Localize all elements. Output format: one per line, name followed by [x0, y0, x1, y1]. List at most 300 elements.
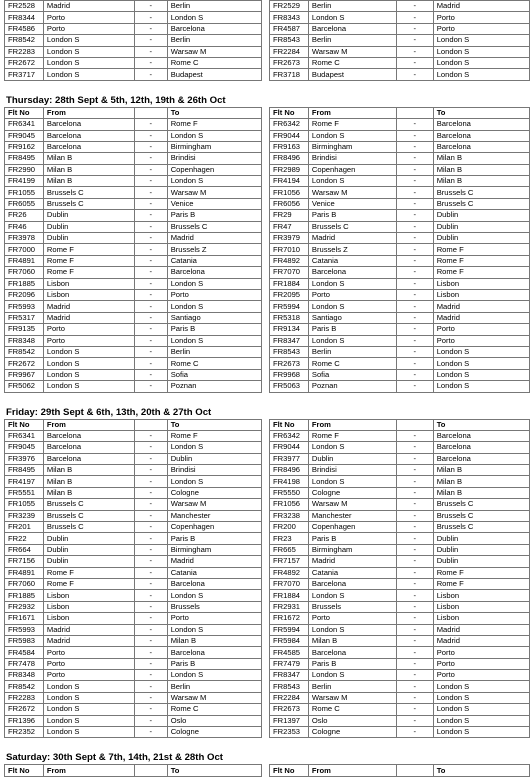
table-row	[5, 601, 530, 612]
route-separator: -	[396, 267, 433, 278]
flight-number: FR2931	[270, 601, 309, 612]
origin: Porto	[43, 335, 134, 346]
flight-number: FR7478	[5, 658, 44, 669]
table-row	[5, 465, 530, 476]
flight-number: FR5317	[5, 312, 44, 323]
destination: Brussels C	[433, 499, 529, 510]
route-separator: -	[134, 187, 167, 198]
column-gap	[261, 221, 269, 232]
to-header: To	[433, 419, 529, 430]
route-separator: -	[396, 442, 433, 453]
column-gap	[261, 23, 269, 34]
route-separator: -	[134, 46, 167, 57]
column-gap	[261, 301, 269, 312]
origin: Rome F	[308, 430, 396, 441]
destination: Paris B	[167, 324, 261, 335]
flight-number: FR5994	[270, 301, 309, 312]
route-separator: -	[396, 255, 433, 266]
flight-number: FR8496	[270, 465, 309, 476]
table-header-row	[5, 107, 530, 118]
destination: Paris B	[167, 533, 261, 544]
route-separator: -	[134, 1, 167, 12]
day-heading: Friday: 29th Sept & 6th, 13th, 20th & 27th Oct	[6, 406, 212, 418]
destination: Porto	[433, 12, 529, 23]
route-separator: -	[396, 233, 433, 244]
route-separator: -	[396, 670, 433, 681]
origin: Barcelona	[43, 442, 134, 453]
flight-number: FR664	[5, 544, 44, 555]
flight-number: FR5983	[5, 635, 44, 646]
route-separator: -	[134, 312, 167, 323]
origin: Rome F	[43, 267, 134, 278]
origin: Brindisi	[308, 153, 396, 164]
route-separator: -	[134, 681, 167, 692]
destination: Porto	[433, 324, 529, 335]
destination: Oslo	[167, 715, 261, 726]
destination: London S	[167, 590, 261, 601]
flight-number: FR1056	[270, 499, 309, 510]
table-row	[5, 130, 530, 141]
destination: London S	[167, 335, 261, 346]
destination: Brussels Z	[167, 244, 261, 255]
origin: Rome C	[308, 358, 396, 369]
origin: London S	[308, 301, 396, 312]
destination: London S	[167, 442, 261, 453]
destination: Lisbon	[433, 278, 529, 289]
table-row	[5, 164, 530, 175]
origin: Milan B	[43, 176, 134, 187]
flight-number: FR1884	[270, 590, 309, 601]
origin: London S	[308, 624, 396, 635]
flt-no-header: Flt No	[5, 107, 44, 118]
separator-header	[396, 107, 433, 118]
route-separator: -	[134, 244, 167, 255]
route-separator: -	[396, 23, 433, 34]
route-separator: -	[134, 255, 167, 266]
table-row	[5, 233, 530, 244]
origin: London S	[308, 590, 396, 601]
flight-number: FR8343	[270, 12, 309, 23]
destination: Berlin	[167, 681, 261, 692]
route-separator: -	[396, 12, 433, 23]
origin: Catania	[308, 567, 396, 578]
route-separator: -	[134, 704, 167, 715]
column-gap	[261, 430, 269, 441]
table-row	[5, 335, 530, 346]
destination: London S	[433, 346, 529, 357]
flight-number: FR7060	[5, 578, 44, 589]
column-gap	[261, 267, 269, 278]
column-gap	[261, 69, 269, 80]
destination: Brussels C	[433, 187, 529, 198]
route-separator: -	[396, 358, 433, 369]
flight-number: FR26	[5, 210, 44, 221]
flight-number: FR4197	[5, 476, 44, 487]
destination: Paris B	[167, 658, 261, 669]
column-gap	[261, 210, 269, 221]
flight-number: FR665	[270, 544, 309, 555]
route-separator: -	[396, 198, 433, 209]
origin: Brussels C	[43, 187, 134, 198]
route-separator: -	[134, 465, 167, 476]
flight-number: FR3239	[5, 510, 44, 521]
origin: Berlin	[308, 681, 396, 692]
column-gap	[261, 567, 269, 578]
table-row	[5, 727, 530, 738]
origin: London S	[43, 35, 134, 46]
table-row	[5, 324, 530, 335]
section-spacer	[4, 81, 530, 94]
column-gap	[261, 107, 269, 118]
route-separator: -	[134, 601, 167, 612]
table-row	[5, 487, 530, 498]
origin: Lisbon	[43, 613, 134, 624]
table-row	[5, 346, 530, 357]
route-separator: -	[396, 510, 433, 521]
destination: Brussels C	[433, 510, 529, 521]
destination: London S	[433, 35, 529, 46]
route-separator: -	[134, 499, 167, 510]
flight-number: FR22	[5, 533, 44, 544]
flight-table	[4, 0, 530, 81]
column-gap	[261, 499, 269, 510]
route-separator: -	[134, 635, 167, 646]
destination: London S	[433, 358, 529, 369]
flight-number: FR1396	[5, 715, 44, 726]
to-header: To	[167, 107, 261, 118]
origin: Milan B	[43, 153, 134, 164]
origin: Manchester	[308, 510, 396, 521]
column-gap	[261, 624, 269, 635]
table-row	[5, 499, 530, 510]
destination: Porto	[433, 647, 529, 658]
flight-number: FR2283	[5, 46, 44, 57]
table-row	[5, 442, 530, 453]
origin: London S	[308, 176, 396, 187]
flight-number: FR5550	[270, 487, 309, 498]
origin: Rome F	[43, 255, 134, 266]
flight-number: FR4199	[5, 176, 44, 187]
column-gap	[261, 647, 269, 658]
from-header: From	[308, 419, 396, 430]
destination: Milan B	[433, 176, 529, 187]
origin: London S	[308, 335, 396, 346]
origin: Brindisi	[308, 465, 396, 476]
destination: Porto	[167, 289, 261, 300]
flight-number: FR1885	[5, 590, 44, 601]
flight-number: FR23	[270, 533, 309, 544]
origin: Madrid	[43, 312, 134, 323]
route-separator: -	[134, 624, 167, 635]
flight-number: FR8542	[5, 346, 44, 357]
table-row	[5, 613, 530, 624]
flight-number: FR7070	[270, 267, 309, 278]
destination: Rome F	[167, 119, 261, 130]
flight-number: FR8495	[5, 153, 44, 164]
flight-number: FR8348	[5, 335, 44, 346]
destination: Lisbon	[433, 590, 529, 601]
column-gap	[261, 765, 269, 776]
origin: London S	[43, 346, 134, 357]
column-gap	[261, 244, 269, 255]
route-separator: -	[134, 324, 167, 335]
origin: London S	[308, 12, 396, 23]
origin: London S	[43, 358, 134, 369]
flight-number: FR4891	[5, 255, 44, 266]
route-separator: -	[396, 312, 433, 323]
column-gap	[261, 522, 269, 533]
destination: Madrid	[167, 556, 261, 567]
origin: London S	[43, 69, 134, 80]
column-gap	[261, 57, 269, 68]
origin: Birmingham	[308, 141, 396, 152]
destination: London S	[433, 704, 529, 715]
table-row	[5, 255, 530, 266]
route-separator: -	[134, 301, 167, 312]
route-separator: -	[134, 233, 167, 244]
flight-number: FR7157	[270, 556, 309, 567]
flight-number: FR7010	[270, 244, 309, 255]
destination: Lisbon	[433, 601, 529, 612]
destination: Paris B	[167, 210, 261, 221]
destination: Berlin	[167, 1, 261, 12]
flight-number: FR1885	[5, 278, 44, 289]
destination: Cologne	[167, 487, 261, 498]
route-separator: -	[134, 210, 167, 221]
flight-number: FR9044	[270, 442, 309, 453]
route-separator: -	[396, 647, 433, 658]
column-gap	[261, 487, 269, 498]
route-separator: -	[134, 510, 167, 521]
route-separator: -	[396, 278, 433, 289]
origin: Brussels C	[308, 221, 396, 232]
origin: Madrid	[308, 556, 396, 567]
day-heading: Saturday: 30th Sept & 7th, 14th, 21st & 28th Oct	[6, 752, 223, 764]
flight-number: FR8543	[270, 35, 309, 46]
column-gap	[261, 727, 269, 738]
destination: Catania	[167, 255, 261, 266]
destination: London S	[433, 369, 529, 380]
origin: Madrid	[308, 233, 396, 244]
origin: Santiago	[308, 312, 396, 323]
origin: Barcelona	[43, 453, 134, 464]
route-separator: -	[134, 647, 167, 658]
route-separator: -	[134, 727, 167, 738]
destination: Porto	[433, 670, 529, 681]
flt-no-header: Flt No	[270, 419, 309, 430]
route-separator: -	[396, 69, 433, 80]
flight-number: FR6342	[270, 430, 309, 441]
flight-number: FR9163	[270, 141, 309, 152]
table-row	[5, 244, 530, 255]
column-gap	[261, 119, 269, 130]
flight-number: FR2932	[5, 601, 44, 612]
route-separator: -	[396, 533, 433, 544]
separator-header	[396, 765, 433, 776]
flight-number: FR1055	[5, 499, 44, 510]
route-separator: -	[134, 381, 167, 392]
origin: Brussels C	[43, 499, 134, 510]
flight-number: FR5062	[5, 381, 44, 392]
origin: Lisbon	[43, 590, 134, 601]
route-separator: -	[134, 430, 167, 441]
route-separator: -	[396, 465, 433, 476]
flight-number: FR4587	[270, 23, 309, 34]
destination: Rome F	[433, 567, 529, 578]
table-row	[5, 312, 530, 323]
flight-number: FR9045	[5, 442, 44, 453]
table-header-row	[5, 765, 530, 776]
origin: Paris B	[308, 533, 396, 544]
table-row	[5, 301, 530, 312]
route-separator: -	[134, 119, 167, 130]
table-row	[5, 57, 530, 68]
route-separator: -	[134, 335, 167, 346]
origin: Brussels Z	[308, 244, 396, 255]
route-separator: -	[134, 442, 167, 453]
destination: Budapest	[167, 69, 261, 80]
table-row	[5, 647, 530, 658]
destination: London S	[167, 624, 261, 635]
section-spacer	[4, 738, 530, 751]
destination: Dublin	[433, 233, 529, 244]
origin: Cologne	[308, 487, 396, 498]
destination: Milan B	[433, 465, 529, 476]
destination: Warsaw M	[167, 46, 261, 57]
column-gap	[261, 278, 269, 289]
origin: London S	[43, 681, 134, 692]
table-row	[5, 544, 530, 555]
column-gap	[261, 510, 269, 521]
flight-number: FR8344	[5, 12, 44, 23]
origin: Milan B	[43, 164, 134, 175]
column-gap	[261, 533, 269, 544]
origin: Lisbon	[43, 278, 134, 289]
flt-no-header: Flt No	[5, 765, 44, 776]
route-separator: -	[396, 499, 433, 510]
destination: London S	[433, 57, 529, 68]
destination: London S	[433, 381, 529, 392]
destination: London S	[167, 301, 261, 312]
origin: Rome C	[308, 57, 396, 68]
flight-number: FR5318	[270, 312, 309, 323]
route-separator: -	[396, 613, 433, 624]
route-separator: -	[396, 46, 433, 57]
table-row	[5, 522, 530, 533]
destination: Birmingham	[167, 544, 261, 555]
table-row	[5, 533, 530, 544]
destination: Sofia	[167, 369, 261, 380]
flight-number: FR4892	[270, 567, 309, 578]
flight-number: FR2672	[5, 57, 44, 68]
column-gap	[261, 578, 269, 589]
destination: Madrid	[433, 1, 529, 12]
destination: Copenhagen	[167, 164, 261, 175]
column-gap	[261, 233, 269, 244]
destination: Poznan	[167, 381, 261, 392]
flight-number: FR2284	[270, 46, 309, 57]
column-gap	[261, 476, 269, 487]
table-row	[5, 1, 530, 12]
flight-number: FR7479	[270, 658, 309, 669]
origin: Berlin	[308, 346, 396, 357]
route-separator: -	[134, 12, 167, 23]
flight-number: FR6341	[5, 119, 44, 130]
route-separator: -	[396, 487, 433, 498]
column-gap	[261, 164, 269, 175]
flight-number: FR1055	[5, 187, 44, 198]
table-row	[5, 278, 530, 289]
flight-number: FR9162	[5, 141, 44, 152]
from-header: From	[308, 107, 396, 118]
route-separator: -	[134, 176, 167, 187]
table-row	[5, 23, 530, 34]
destination: Dublin	[433, 533, 529, 544]
origin: London S	[43, 381, 134, 392]
route-separator: -	[396, 681, 433, 692]
origin: Paris B	[308, 324, 396, 335]
flight-number: FR8347	[270, 335, 309, 346]
origin: Milan B	[43, 487, 134, 498]
column-gap	[261, 46, 269, 57]
flight-number: FR6055	[5, 198, 44, 209]
route-separator: -	[134, 346, 167, 357]
flight-number: FR6341	[5, 430, 44, 441]
destination: Warsaw M	[167, 692, 261, 703]
flight-number: FR2353	[270, 727, 309, 738]
table-row	[5, 210, 530, 221]
route-separator: -	[396, 346, 433, 357]
origin: Madrid	[43, 301, 134, 312]
flight-number: FR2672	[5, 358, 44, 369]
column-gap	[261, 198, 269, 209]
route-separator: -	[396, 176, 433, 187]
table-row	[5, 369, 530, 380]
origin: Brussels	[308, 601, 396, 612]
flight-number: FR2989	[270, 164, 309, 175]
origin: Birmingham	[308, 544, 396, 555]
flight-number: FR9044	[270, 130, 309, 141]
origin: Cologne	[308, 727, 396, 738]
flight-number: FR2673	[270, 57, 309, 68]
column-gap	[261, 442, 269, 453]
flight-number: FR4585	[270, 647, 309, 658]
to-header: To	[167, 765, 261, 776]
origin: Madrid	[43, 635, 134, 646]
route-separator: -	[396, 141, 433, 152]
origin: Warsaw M	[308, 499, 396, 510]
flight-number: FR201	[5, 522, 44, 533]
destination: Porto	[433, 335, 529, 346]
flight-number: FR7156	[5, 556, 44, 567]
destination: Madrid	[433, 312, 529, 323]
route-separator: -	[134, 522, 167, 533]
route-separator: -	[396, 590, 433, 601]
route-separator: -	[396, 522, 433, 533]
destination: Rome C	[167, 358, 261, 369]
destination: Porto	[167, 613, 261, 624]
destination: Rome F	[433, 244, 529, 255]
column-gap	[261, 601, 269, 612]
flight-number: FR1397	[270, 715, 309, 726]
flight-number: FR2096	[5, 289, 44, 300]
origin: Porto	[43, 647, 134, 658]
flight-number: FR9045	[5, 130, 44, 141]
route-separator: -	[134, 164, 167, 175]
route-separator: -	[134, 289, 167, 300]
origin: Catania	[308, 255, 396, 266]
route-separator: -	[134, 358, 167, 369]
